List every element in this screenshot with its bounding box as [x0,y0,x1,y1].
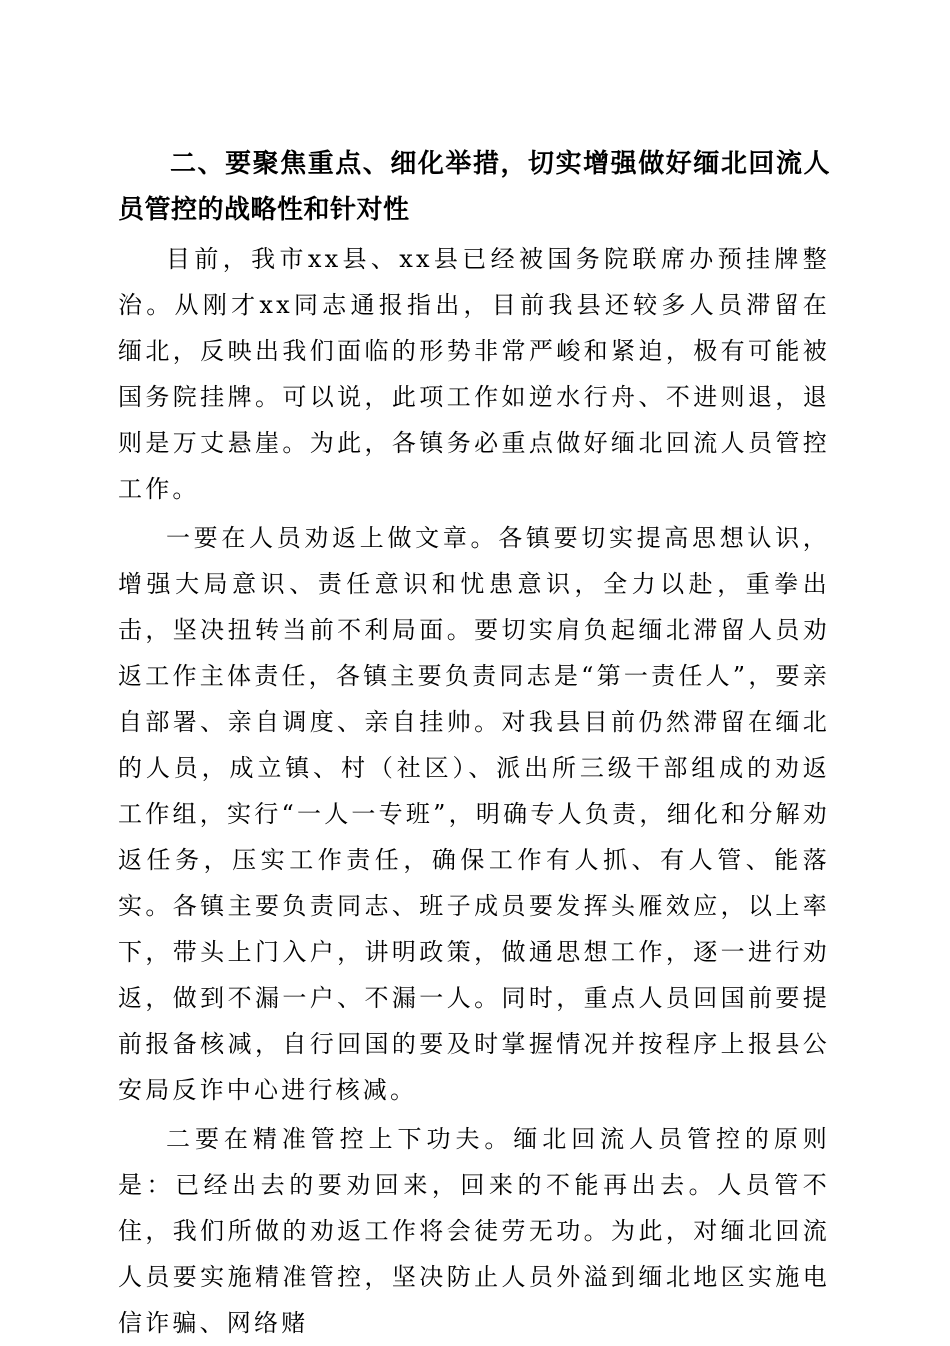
paragraph-situation: 目前，我市xx县、xx县已经被国务院联席办预挂牌整治。从刚才xx同志通报指出，目前我县还较多人员滞留在缅北，反映出我们面临的形势非常严峻和紧迫，极有可能被国务院挂牌。可以说，此项工作如逆水行舟、不进则退，退则是万丈悬崖。为此，各镇务必重点做好缅北回流人员管控工作。 [118,245,830,503]
paragraph-persuasion: 一要在人员劝返上做文章。各镇要切实提高思想认识，增强大局意识、责任意识和忧患意识，全力以赴，重拳出击，坚决扭转当前不利局面。要切实肩负起缅北滞留人员劝返工作主体责任，各镇主要负责同志是“第一责任人”，要亲自部署、亲自调度、亲自挂帅。对我县目前仍然滞留在缅北的人员，成立镇、村（社区）、派出所三级干部组成的劝返工作组，实行“一人一专班”，明确专人负责，细化和分解劝返任务，压实工作责任，确保工作有人抓、有人管、能落实。各镇主要负责同志、班子成员要发挥头雁效应，以上率下，带头上门入户，讲明政策，做通思想工作，逐一进行劝返，做到不漏一户、不漏一人。同时，重点人员回国前要提前报备核减，自行回国的要及时掌握情况并按程序上报县公安局反诈中心进行核减。 [118,524,830,1104]
paragraph-control: 二要在精准管控上下功夫。缅北回流人员管控的原则是：已经出去的要劝回来，回来的不能再出去。人员管不住，我们所做的劝返工作将会徒劳无功。为此，对缅北回流人员要实施精准管控，坚决防止人员外溢到缅北地区实施电信诈骗、网络赌 [118,1125,830,1337]
section-heading: 二、要聚焦重点、细化举措，切实增强做好缅北回流人员管控的战略性和针对性 [118,149,830,225]
document-body [118,141,830,1346]
